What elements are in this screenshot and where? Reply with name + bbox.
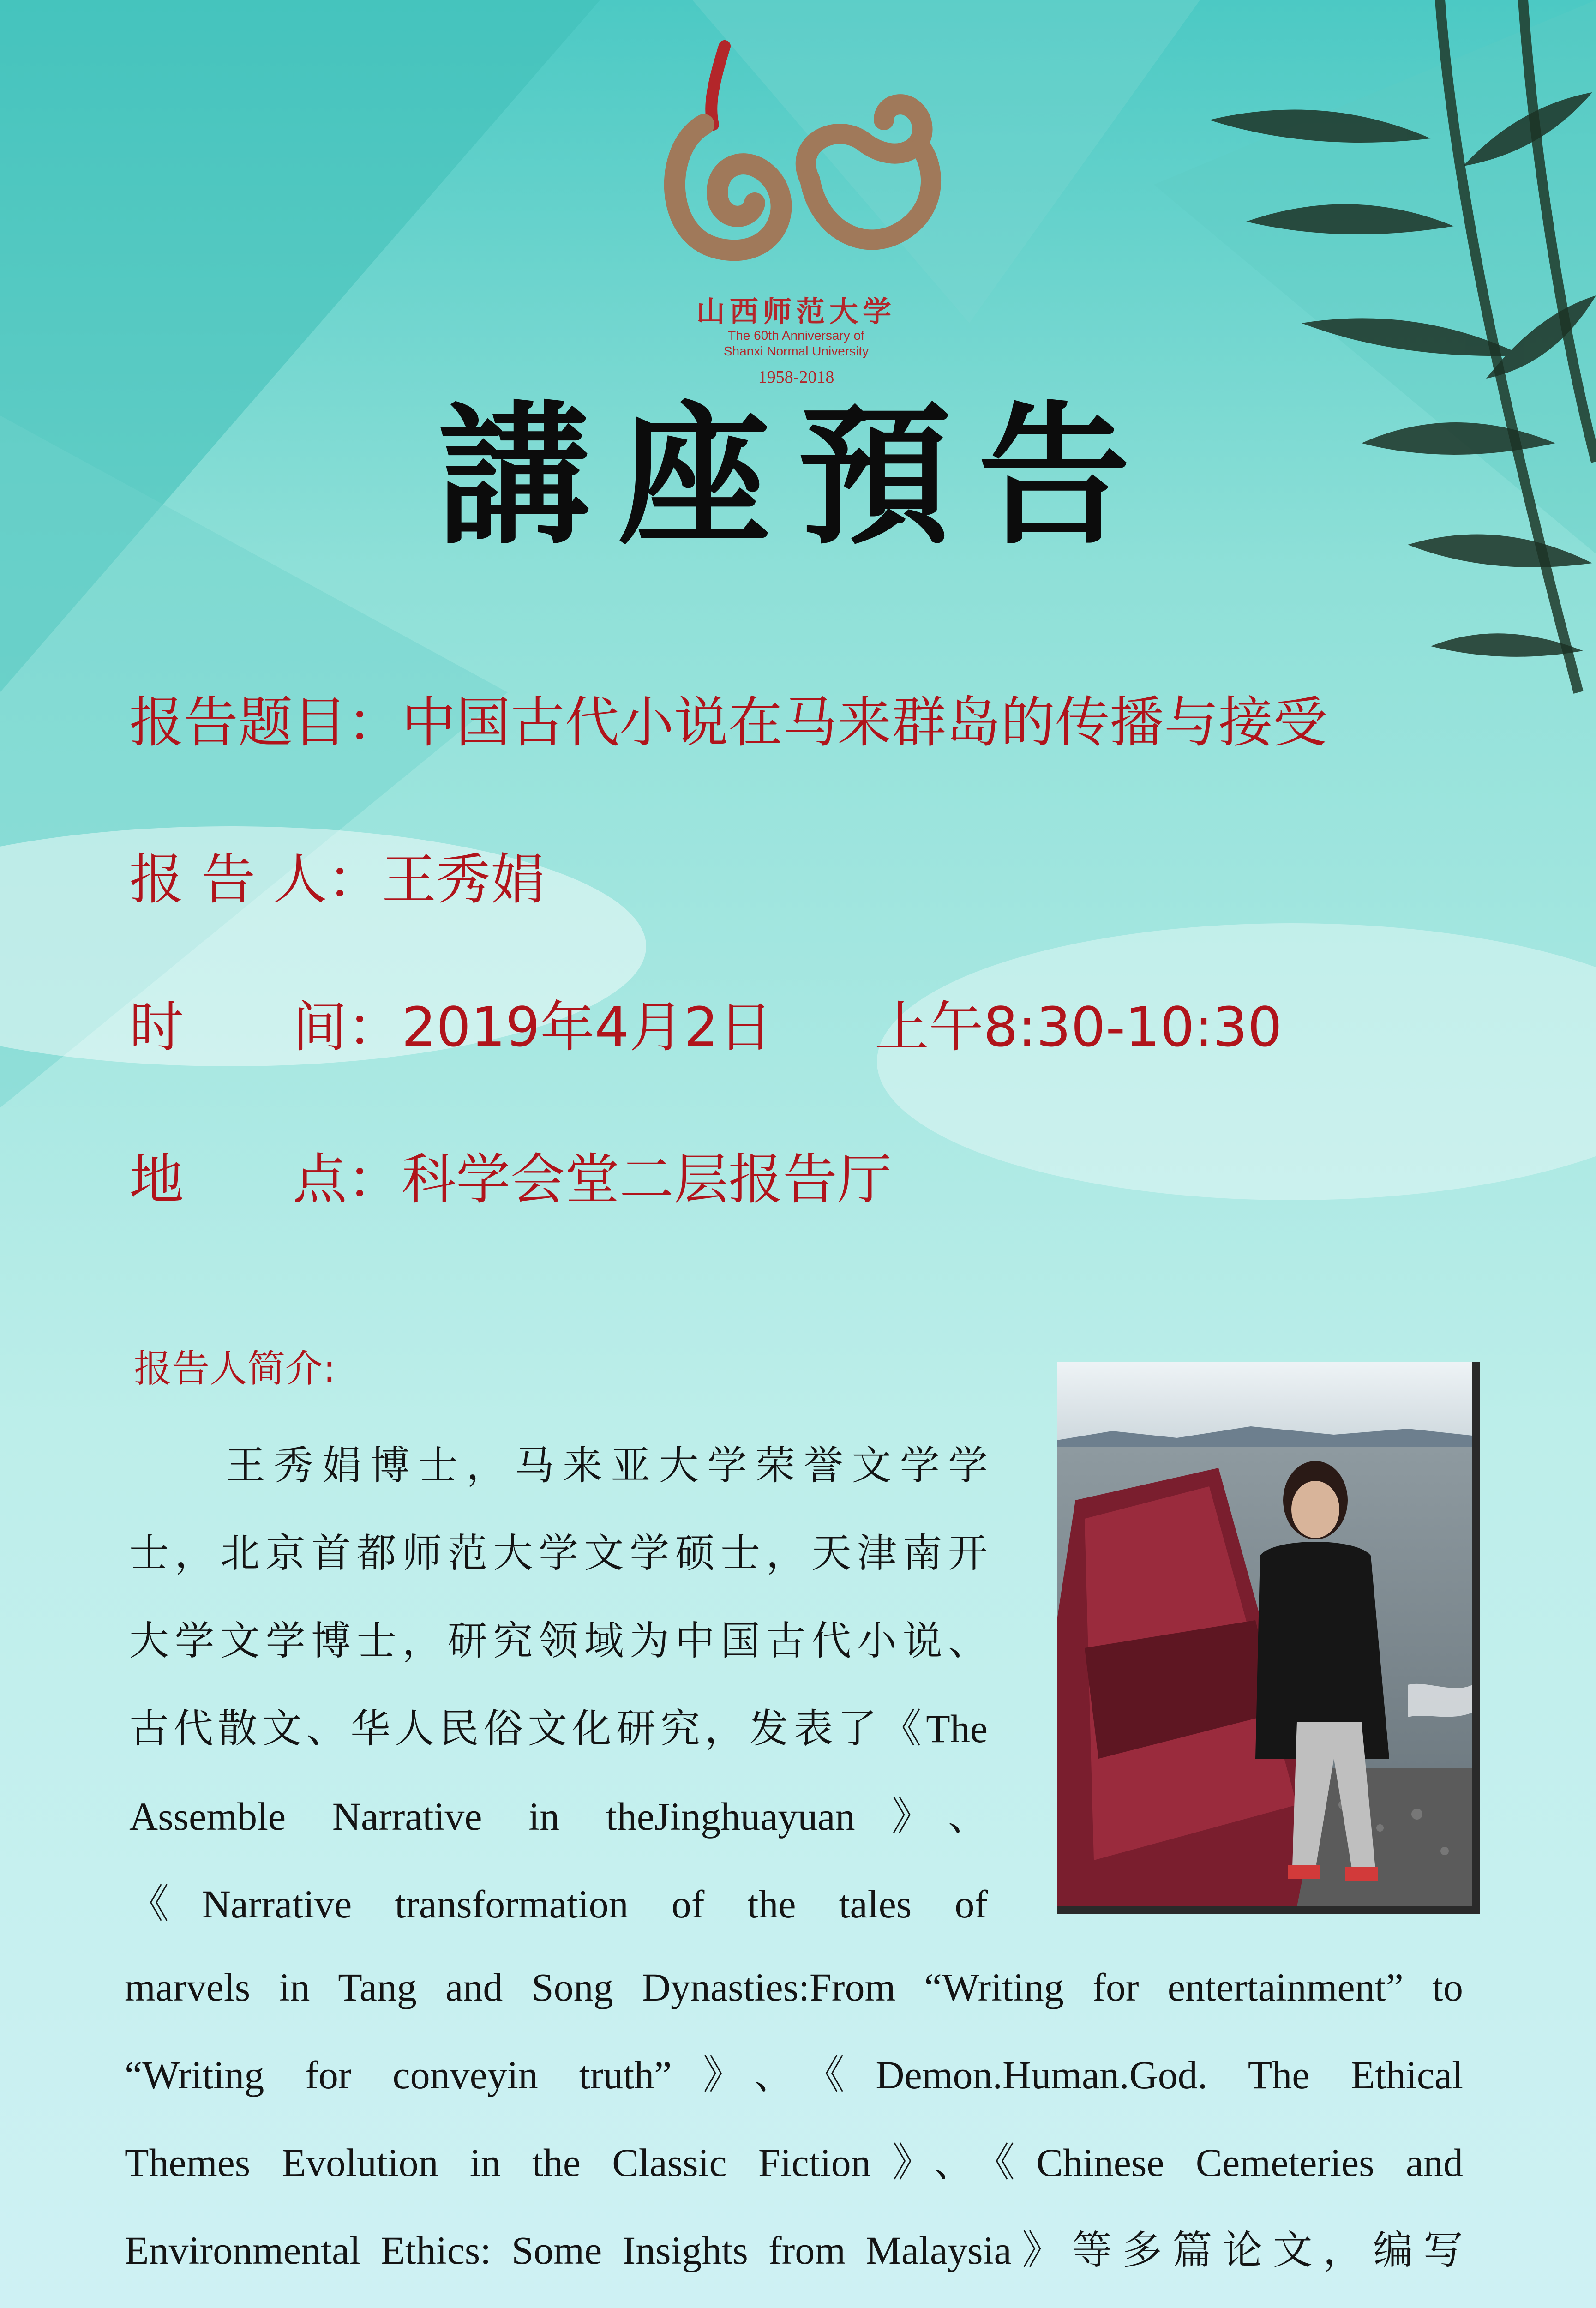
bio-line: [125, 2294, 1463, 2308]
time-row: [129, 992, 1282, 1062]
topic-row: [129, 688, 1327, 757]
bio-line: marvels in Tang and Song Dynasties:From “Writing for entertainment” to: [125, 1965, 1463, 2009]
speaker-label: 报 告 人：: [129, 847, 382, 911]
speaker-row: [129, 845, 545, 914]
logo-english-line-2: Shanxi Normal University: [723, 344, 869, 358]
topic-value: 中国古代小说在马来群岛的传播与接受: [402, 691, 1328, 754]
time-hours: 上午8:30-10:30: [874, 995, 1283, 1059]
speaker-photo: [1057, 1362, 1480, 1914]
bio-text-wide: [125, 1943, 1463, 2308]
bio-line: Assemble Narrative in theJinghuayuan》、: [129, 1794, 988, 1839]
logo-years: 1958-2018: [758, 367, 834, 387]
bio-line: “Writing for conveyin truth”》、《Demon.Human.God. The Ethical: [125, 2053, 1463, 2097]
bio-text-narrow: [129, 1422, 988, 1948]
bio-line: 王秀娟博士，马来亚大学荣誉文学学: [129, 1443, 988, 1488]
place-row: [129, 1145, 892, 1214]
bio-line: Themes Evolution in the Classic Fiction》、《Chinese Cemeteries and: [125, 2140, 1463, 2185]
university-logo: [644, 28, 948, 392]
logo-chinese-text: 山西师范大学: [696, 295, 896, 328]
anniversary-60-icon: [644, 28, 948, 286]
logo-english-text: [644, 328, 948, 359]
bio-line: 大学文学博士，研究领域为中国古代小说、: [129, 1619, 988, 1663]
bio-line: 《Narrative transformation of the tales of: [129, 1882, 988, 1926]
topic-label: 报告题目：: [129, 691, 402, 754]
page-title: 講座預告: [438, 386, 1158, 565]
time-date: 2019年4月2日: [402, 995, 773, 1059]
speaker-value: 王秀娟: [382, 847, 546, 911]
logo-english-line-1: The 60th Anniversary of: [728, 328, 864, 343]
bio-line: 士，北京首都师范大学文学硕士，天津南开: [129, 1531, 988, 1575]
speaker-photo-image: [1057, 1362, 1472, 1906]
place-value: 科学会堂二层报告厅: [402, 1148, 892, 1211]
bio-line: 古代散文、华人民俗文化研究，发表了《The: [129, 1707, 988, 1751]
time-label: 时 间：: [129, 995, 402, 1059]
place-label: 地 点：: [129, 1148, 402, 1211]
bio-line: Environmental Ethics: Some Insights from Malaysia》等多篇论文，编写: [125, 2228, 1463, 2272]
bio-label: 报告人简介:: [134, 1347, 336, 1391]
